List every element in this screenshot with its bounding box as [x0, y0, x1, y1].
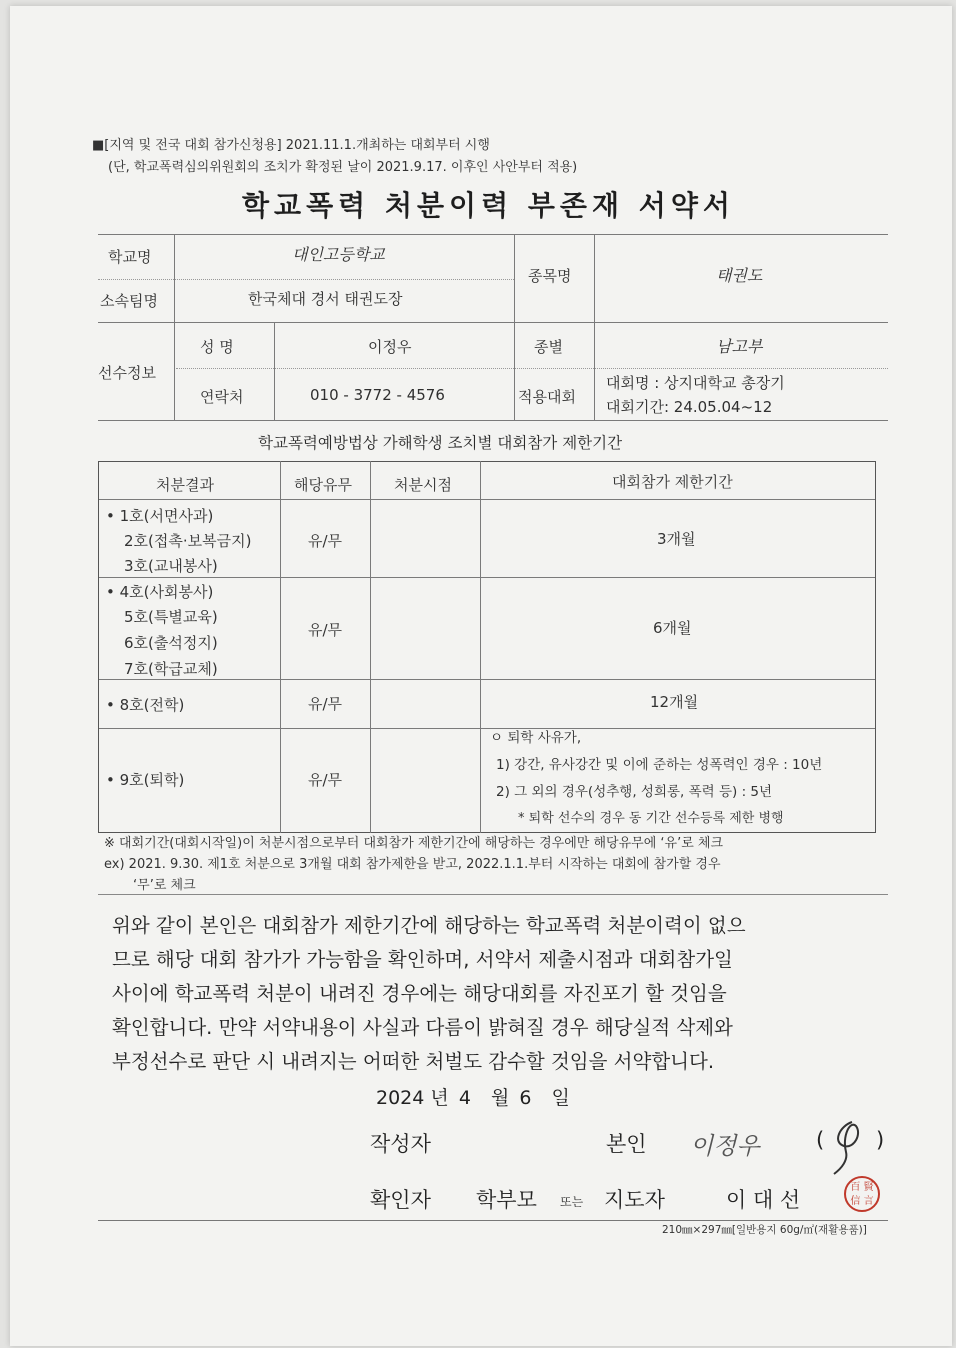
measure-item: 2호(접촉·보복금지) [124, 532, 252, 550]
school-label: 학교명 [108, 248, 152, 266]
measure-item: 7호(학급교체) [124, 660, 218, 678]
bottom-divider [98, 1220, 888, 1221]
header-applicable: 해당유무 [294, 476, 352, 494]
date-month-unit: 월 [490, 1087, 510, 1109]
info-divider [594, 234, 595, 420]
date-day-unit: 일 [551, 1087, 570, 1109]
measures-table-border [875, 461, 876, 833]
expulsion-note: 1) 강간, 유사강간 및 이에 준하는 성폭력인 경우 : 10년 [496, 757, 823, 773]
measure-item: • 4호(사회봉사) [106, 583, 214, 601]
writer-label: 작성자 [370, 1132, 431, 1156]
handwritten-signature-icon [822, 1116, 874, 1178]
header-result: 처분결과 [156, 476, 214, 494]
measures-table-divider [370, 461, 371, 833]
info-divider [98, 279, 514, 281]
team-value: 한국체대 경서 태권도장 [248, 290, 403, 308]
signature-paren-open: ( [816, 1128, 825, 1152]
info-divider [514, 234, 515, 420]
date-month: 4 [458, 1087, 471, 1109]
measures-table-divider [98, 577, 876, 578]
coach-label: 지도자 [604, 1188, 665, 1212]
expulsion-note: 2) 그 외의 경우(성추행, 성희롱, 폭력 등) : 5년 [496, 784, 773, 800]
pledge-line: 위와 같이 본인은 대회참가 제한기간에 해당하는 학교폭력 처분이력이 없으 [112, 914, 746, 937]
name-value: 이정우 [368, 338, 412, 356]
measure-item: • 9호(퇴학) [106, 771, 185, 789]
coach-name: 이 대 선 [726, 1188, 801, 1212]
category-label: 종별 [534, 338, 563, 356]
event-label: 종목명 [528, 267, 572, 285]
measure-item: 5호(특별교육) [124, 608, 218, 626]
measures-table-divider [280, 461, 281, 833]
measure-item: • 1호(서면사과) [106, 507, 214, 525]
info-table-top-border [98, 234, 888, 235]
pledge-line: 부정선수로 판단 시 내려지는 어떠한 처벌도 감수할 것임을 서약합니다. [112, 1050, 715, 1073]
applicable-value: 유/무 [308, 695, 343, 713]
pledge-line: 확인합니다. 만약 서약내용이 사실과 다름이 밝혀질 경우 해당실적 삭제와 [112, 1016, 733, 1039]
signature-paren-close: ) [876, 1128, 885, 1152]
competition-label: 적용대회 [518, 388, 576, 406]
measures-table-divider [480, 461, 481, 833]
team-label: 소속팀명 [100, 292, 158, 310]
pledge-line: 므로 해당 대회 참가가 가능함을 확인하며, 서약서 제출시점과 대회참가일 [112, 948, 733, 971]
header-note-line2: (단, 학교폭력심의위원회의 조치가 확정된 날이 2021.9.17. 이후인 사안부터 적용) [108, 160, 578, 175]
competition-name: 대회명 : 상지대학교 총장기 [606, 374, 785, 392]
measures-table-divider [98, 728, 876, 729]
confirmer-label: 확인자 [370, 1188, 431, 1212]
applicable-value: 유/무 [308, 621, 343, 639]
header-note-line1: ■[지역 및 전국 대회 참가신청용] 2021.11.1.개최하는 대회부터 시행 [92, 138, 490, 153]
info-divider [174, 234, 175, 420]
footnote: ex) 2021. 9.30. 제1호 처분으로 3개월 대회 참가제한을 받고, 2022.1.1.부터 시작하는 대회에 참가할 경우 [104, 857, 721, 872]
paper-spec: 210㎜×297㎜[일반용지 60g/㎡(재활용품)] [662, 1224, 867, 1236]
parent-label: 학부모 [476, 1188, 537, 1212]
contact-value: 010 - 3772 - 4576 [310, 386, 445, 404]
measures-table-border [98, 461, 99, 833]
header-limit: 대회참가 제한기간 [612, 473, 733, 491]
self-label: 본인 [606, 1132, 647, 1156]
or-label: 또는 [560, 1195, 584, 1209]
player-info-label: 선수정보 [98, 364, 156, 382]
section-title: 학교폭력예방법상 가해학생 조치별 대회참가 제한기간 [258, 434, 623, 452]
school-value: 대인고등학교 [292, 245, 385, 264]
info-divider [176, 368, 888, 370]
limit-value: 3개월 [657, 530, 696, 548]
document-title: 학교폭력 처분이력 부존재 서약서 [242, 189, 735, 222]
footnote: ‘무’로 체크 [133, 878, 196, 893]
date-year-unit: 년 [430, 1087, 449, 1109]
limit-value: 12개월 [650, 693, 699, 711]
measure-item: • 8호(전학) [106, 696, 185, 714]
name-label: 성 명 [200, 338, 234, 356]
measures-table-border [98, 461, 876, 462]
section-divider [98, 894, 888, 895]
self-signature-name: 이정우 [690, 1132, 760, 1160]
date [376, 1083, 570, 1110]
info-table-bottom-border [98, 420, 888, 421]
applicable-value: 유/무 [308, 771, 343, 789]
applicable-value: 유/무 [308, 532, 343, 550]
footnote: ※ 대회기간(대회시작일)이 처분시점으로부터 대회참가 제한기간에 해당하는 경우에만 해당유무에 ‘유’로 체크 [104, 836, 724, 851]
document-page [10, 6, 952, 1346]
measure-item: 6호(출석정지) [124, 634, 218, 652]
limit-value: 6개월 [653, 619, 692, 637]
expulsion-note: ㅇ 퇴학 사유가, [490, 730, 582, 746]
date-year: 2024 [376, 1087, 425, 1109]
info-divider [274, 322, 275, 420]
measures-table-divider [98, 499, 876, 500]
red-seal-stamp-icon: 百 賢 信 言 [844, 1176, 880, 1212]
contact-label: 연락처 [200, 388, 244, 406]
info-divider [98, 322, 888, 323]
measures-table-divider [98, 679, 876, 680]
category-value: 남고부 [716, 337, 763, 356]
pledge-line: 사이에 학교폭력 처분이 내려진 경우에는 해당대회를 자진포기 할 것임을 [112, 982, 727, 1005]
expulsion-note: * 퇴학 선수의 경우 동 기간 선수등록 제한 병행 [518, 811, 784, 826]
header-timing: 처분시점 [394, 476, 452, 494]
competition-period: 대회기간: 24.05.04~12 [606, 398, 773, 416]
measure-item: 3호(교내봉사) [124, 557, 218, 575]
date-day: 6 [519, 1087, 532, 1109]
event-value: 태권도 [716, 266, 763, 285]
